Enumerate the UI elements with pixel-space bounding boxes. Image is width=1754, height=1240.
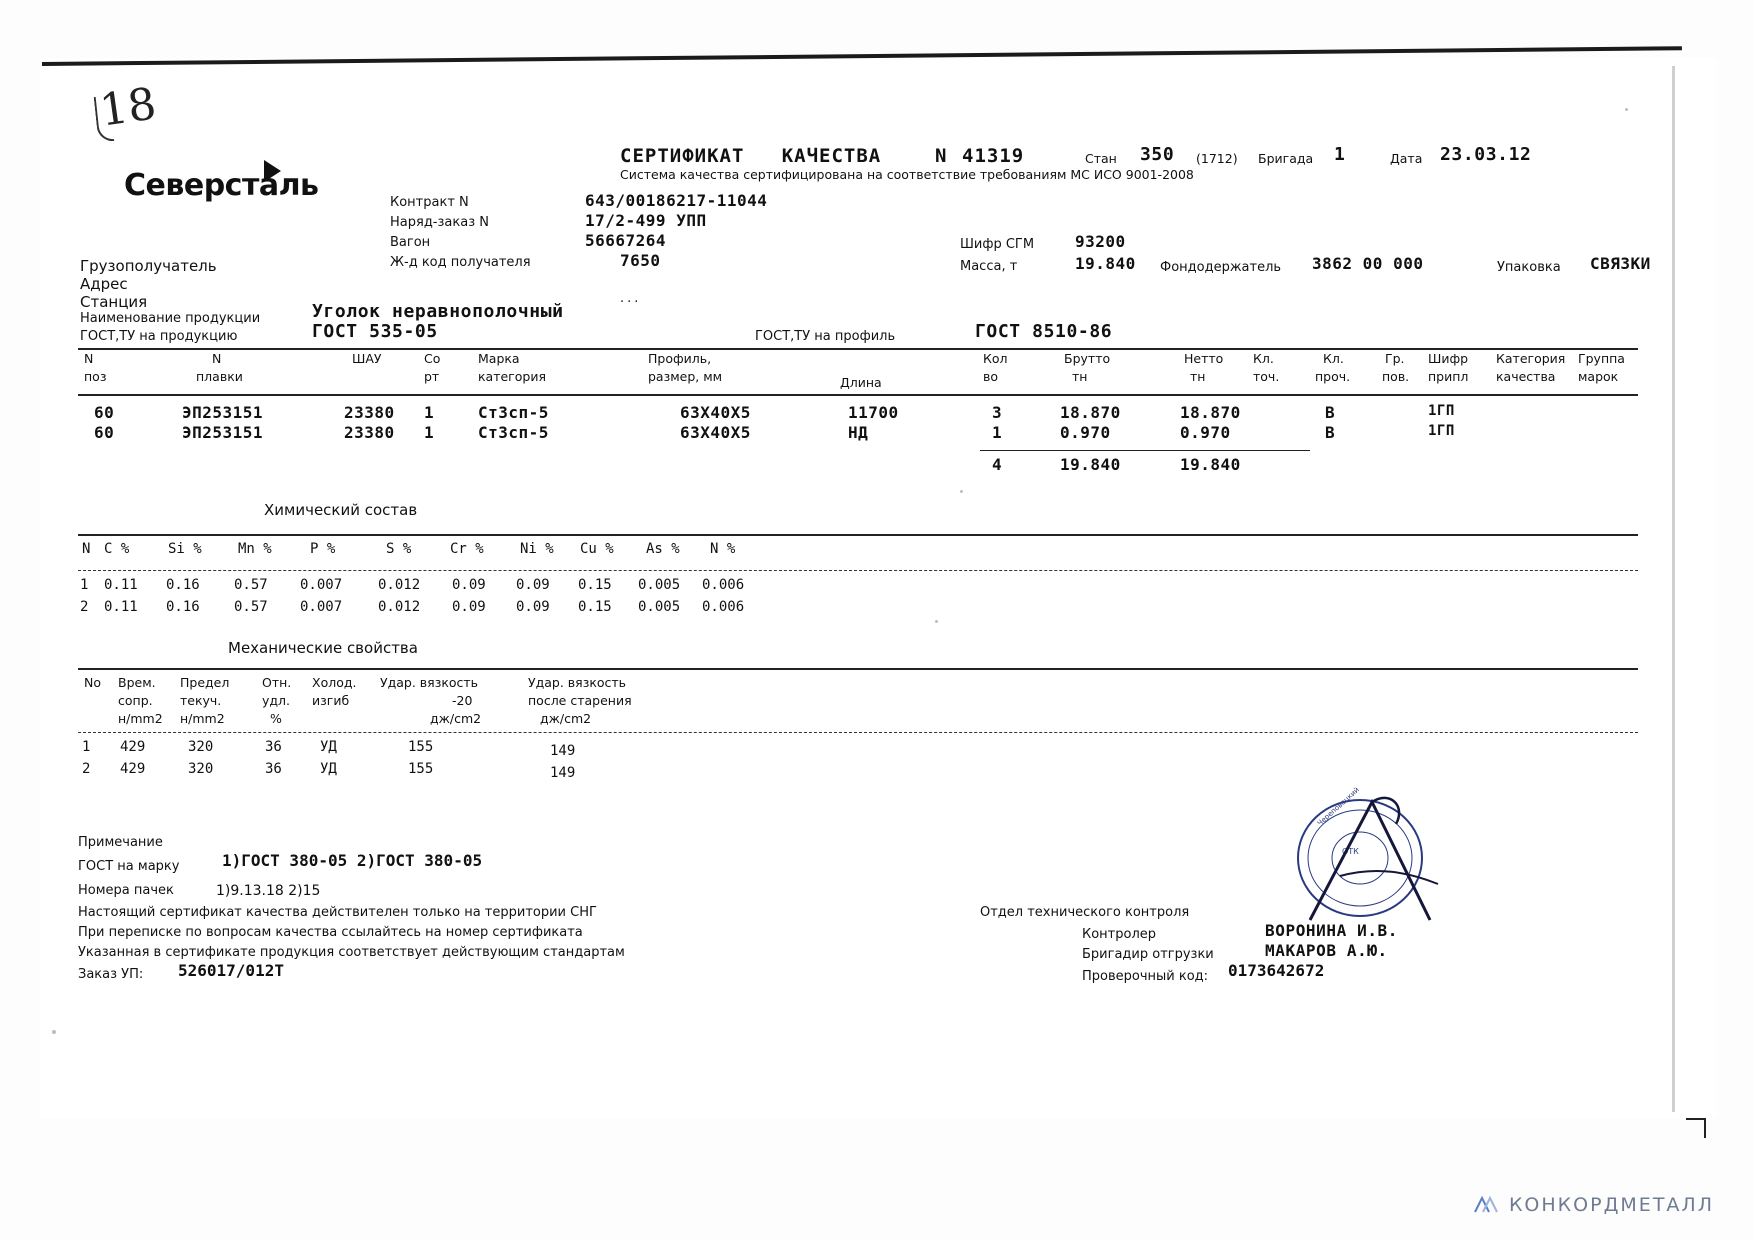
packs-value: 1)9.13.18 2)15 bbox=[216, 883, 321, 899]
svg-text:ОТК: ОТК bbox=[1342, 847, 1359, 856]
chem-cell-as: 0.005 bbox=[638, 577, 681, 593]
col-qty-line2: во bbox=[983, 369, 999, 384]
mass-value: 19.840 bbox=[1075, 254, 1136, 273]
col-surfgroup-line2: пов. bbox=[1382, 369, 1410, 384]
cell-shau: 23380 bbox=[344, 403, 395, 422]
mech-col-bend-l2: изгиб bbox=[312, 693, 350, 708]
mech-col-yield-l2: текуч. bbox=[180, 693, 222, 708]
col-length: Длина bbox=[840, 375, 882, 390]
col-qty-line1: Кол bbox=[983, 351, 1008, 366]
cell-sort: 1 bbox=[424, 423, 435, 442]
chem-cell-as: 0.005 bbox=[638, 599, 681, 615]
chem-cell-n: 2 bbox=[80, 599, 89, 615]
official-stamp bbox=[1280, 780, 1460, 910]
svg-text:Череповецкий: Череповецкий bbox=[1315, 785, 1361, 828]
mill-value: 350 bbox=[1140, 144, 1175, 165]
scan-speck bbox=[1625, 108, 1628, 111]
col-surfgroup-line1: Гр. bbox=[1385, 351, 1405, 366]
mech-col-elong-l2: удл. bbox=[262, 693, 291, 708]
cell-strength-class: В bbox=[1325, 423, 1336, 442]
chem-cell-si: 0.16 bbox=[166, 577, 200, 593]
cell-heat: ЭП253151 bbox=[182, 403, 264, 422]
col-cipher-line2: припл bbox=[1428, 369, 1469, 384]
mech-cell-impact-aged: 149 bbox=[550, 765, 576, 781]
col-strclass-line2: проч. bbox=[1315, 369, 1351, 384]
mech-cell-no: 1 bbox=[82, 739, 91, 755]
chem-col-si: Si % bbox=[168, 541, 202, 557]
quality-system-note: Система качества сертифицирована на соответствие требованиям МС ИСО 9001-2008 bbox=[620, 167, 1194, 182]
chem-cell-n: 1 bbox=[80, 577, 89, 593]
cell-poz: 60 bbox=[94, 403, 115, 422]
wagon-value: 56667264 bbox=[585, 231, 667, 250]
mech-col-elong-l3: % bbox=[270, 711, 282, 726]
mech-col-tensile-l1: Врем. bbox=[118, 675, 156, 690]
chem-cell-p: 0.007 bbox=[300, 577, 343, 593]
cell-gross: 0.970 bbox=[1060, 423, 1111, 442]
consignee-label: Грузополучатель bbox=[80, 257, 217, 275]
mass-label: Масса, т bbox=[960, 259, 1018, 274]
corner-registration-mark bbox=[1686, 1118, 1706, 1138]
col-poz-line2: поз bbox=[84, 369, 107, 384]
mechanical-title: Механические свойства bbox=[228, 639, 418, 657]
col-profile-line1: Профиль, bbox=[648, 351, 712, 366]
check-code-value: 0173642672 bbox=[1228, 961, 1325, 980]
main-table-header-rule bbox=[78, 394, 1638, 396]
contract-label: Контракт N bbox=[390, 195, 469, 210]
cell-poz: 60 bbox=[94, 423, 115, 442]
totals-rule bbox=[980, 450, 1310, 451]
handwritten-number: 18 bbox=[96, 78, 160, 137]
chem-cell-s: 0.012 bbox=[378, 599, 421, 615]
chem-cell-cu: 0.15 bbox=[578, 599, 612, 615]
chem-cell-cu: 0.15 bbox=[578, 577, 612, 593]
gost-mark-label: ГОСТ на марку bbox=[78, 859, 180, 874]
chem-cell-mn: 0.57 bbox=[234, 577, 268, 593]
total-qty: 4 bbox=[992, 455, 1003, 474]
railcode-label: Ж-д код получателя bbox=[390, 255, 531, 270]
date-label: Дата bbox=[1390, 151, 1423, 166]
mill-extra: (1712) bbox=[1196, 151, 1238, 166]
order-label: Наряд-заказ N bbox=[390, 215, 489, 230]
cell-gross: 18.870 bbox=[1060, 403, 1121, 422]
col-gross-line2: тн bbox=[1072, 369, 1088, 384]
cell-net: 0.970 bbox=[1180, 423, 1231, 442]
chem-cell-c: 0.11 bbox=[104, 599, 138, 615]
mech-cell-tensile: 429 bbox=[120, 761, 146, 777]
col-heat-line1: N bbox=[212, 351, 222, 366]
scan-speck bbox=[935, 620, 938, 623]
col-shau-line1: ШАУ bbox=[352, 351, 382, 366]
address-label: Адрес bbox=[80, 275, 128, 293]
brigade-label: Бригада bbox=[1258, 151, 1314, 166]
col-gradegroup-line1: Группа bbox=[1578, 351, 1625, 366]
controller-label: Контролер bbox=[1082, 927, 1157, 942]
chem-cell-p: 0.007 bbox=[300, 599, 343, 615]
col-heat-line2: плавки bbox=[196, 369, 243, 384]
cell-shau: 23380 bbox=[344, 423, 395, 442]
scan-speck bbox=[52, 1030, 56, 1034]
order-up-label: Заказ УП: bbox=[78, 967, 144, 982]
mech-cell-elongation: 36 bbox=[265, 761, 282, 777]
mech-top-rule bbox=[78, 668, 1638, 670]
gost-mark-value: 1)ГОСТ 380-05 2)ГОСТ 380-05 bbox=[222, 851, 483, 870]
cell-heat: ЭП253151 bbox=[182, 423, 264, 442]
mech-cell-bend: УД bbox=[320, 739, 337, 755]
mech-col-impact-l3: дж/cm2 bbox=[430, 711, 482, 726]
chem-cell-mn: 0.57 bbox=[234, 599, 268, 615]
mech-cell-elongation: 36 bbox=[265, 739, 282, 755]
chem-cell-ni: 0.09 bbox=[516, 577, 550, 593]
col-gradegroup-line2: марок bbox=[1578, 369, 1619, 384]
chem-top-rule bbox=[78, 534, 1638, 536]
col-profile-line2: размер, мм bbox=[648, 369, 723, 384]
chem-col-as: As % bbox=[646, 541, 680, 557]
chem-col-cu: Cu % bbox=[580, 541, 614, 557]
profile-gost-value: ГОСТ 8510-86 bbox=[975, 321, 1113, 342]
chem-cell-n2: 0.006 bbox=[702, 577, 745, 593]
mech-col-tensile-l3: н/mm2 bbox=[118, 711, 163, 726]
col-qualitycat-line1: Категория bbox=[1496, 351, 1566, 366]
order-up-value: 526017/012Т bbox=[178, 961, 284, 980]
product-name-label: Наименование продукции bbox=[80, 311, 261, 326]
packaging-label: Упаковка bbox=[1497, 260, 1561, 275]
chem-col-cr: Cr % bbox=[450, 541, 484, 557]
col-grade-line2: категория bbox=[478, 369, 546, 384]
chem-cell-ni: 0.09 bbox=[516, 599, 550, 615]
chem-cell-cr: 0.09 bbox=[452, 599, 486, 615]
fundholder-value: 3862 00 000 bbox=[1312, 254, 1424, 273]
chem-col-p: P % bbox=[310, 541, 336, 557]
cell-grade: Ст3сп-5 bbox=[478, 423, 549, 442]
sgm-label: Шифр СГМ bbox=[960, 237, 1035, 252]
certificate-number: 41319 bbox=[962, 145, 1025, 167]
page-title: СЕРТИФИКАТ КАЧЕСТВА bbox=[620, 145, 882, 167]
cell-sort: 1 bbox=[424, 403, 435, 422]
controller-name: ВОРОНИНА И.В. bbox=[1265, 921, 1399, 940]
mech-cell-yield: 320 bbox=[188, 761, 214, 777]
notes-line1: Настоящий сертификат качества действителен только на территории СНГ bbox=[78, 905, 597, 920]
mech-dashed-rule bbox=[78, 732, 1638, 733]
col-gross-line1: Брутто bbox=[1064, 351, 1111, 366]
konkordmetall-logo-icon bbox=[1473, 1192, 1499, 1218]
packaging-value: СВЯЗКИ bbox=[1590, 254, 1651, 273]
total-net: 19.840 bbox=[1180, 455, 1241, 474]
foreman-label: Бригадир отгрузки bbox=[1082, 947, 1214, 962]
col-strclass-line1: Кл. bbox=[1323, 351, 1344, 366]
main-table-top-rule bbox=[78, 348, 1638, 350]
certificate-number-label: N bbox=[935, 145, 948, 167]
product-name-value: Уголок неравнополочный bbox=[312, 301, 564, 322]
mech-col-yield-l1: Предел bbox=[180, 675, 230, 690]
cell-qty: 3 bbox=[992, 403, 1003, 422]
col-accclass-line1: Кл. bbox=[1253, 351, 1274, 366]
cell-grade: Ст3сп-5 bbox=[478, 403, 549, 422]
notes-line2: При переписке по вопросам качества ссылайтесь на номер сертификата bbox=[78, 925, 583, 940]
product-gost-label: ГОСТ,ТУ на продукцию bbox=[80, 329, 238, 344]
chem-col-n2: N % bbox=[710, 541, 736, 557]
severstal-logo-triangle-icon bbox=[264, 160, 281, 182]
mill-label: Стан bbox=[1085, 151, 1117, 166]
chem-cell-c: 0.11 bbox=[104, 577, 138, 593]
chem-dashed-rule bbox=[78, 570, 1638, 571]
mech-cell-bend: УД bbox=[320, 761, 337, 777]
cell-cipher: 1ГП bbox=[1428, 423, 1455, 439]
cell-profile: 63X40X5 bbox=[680, 403, 751, 422]
col-accclass-line2: точ. bbox=[1253, 369, 1280, 384]
chem-col-n: N bbox=[82, 541, 91, 557]
severstal-logo-text: Северсталь bbox=[124, 168, 319, 203]
col-grade-line1: Марка bbox=[478, 351, 520, 366]
mech-col-yield-l3: н/mm2 bbox=[180, 711, 225, 726]
contract-value: 643/00186217-11044 bbox=[585, 191, 768, 210]
scan-speck bbox=[960, 490, 963, 493]
notes-line3: Указанная в сертификате продукция соответствует действующим стандартам bbox=[78, 945, 625, 960]
mech-col-aged-l2: после старения bbox=[528, 693, 632, 708]
product-gost-value: ГОСТ 535-05 bbox=[312, 321, 438, 342]
sheet-right-edge bbox=[1672, 66, 1675, 1112]
chem-col-s: S % bbox=[386, 541, 412, 557]
col-qualitycat-line2: качества bbox=[1496, 369, 1556, 384]
chem-cell-s: 0.012 bbox=[378, 577, 421, 593]
mech-col-impact-l2: -20 bbox=[452, 693, 473, 708]
chem-col-c: C % bbox=[104, 541, 130, 557]
date-value: 23.03.12 bbox=[1440, 144, 1532, 165]
mech-col-impact-l1: Удар. вязкость bbox=[380, 675, 479, 690]
mech-col-no: No bbox=[84, 675, 101, 690]
col-net-line1: Нетто bbox=[1184, 351, 1224, 366]
col-net-line2: тн bbox=[1190, 369, 1206, 384]
packs-label: Номера пачек bbox=[78, 883, 174, 898]
station-label: Станция bbox=[80, 293, 148, 311]
consignee-dots: ... bbox=[620, 291, 642, 306]
cell-profile: 63X40X5 bbox=[680, 423, 751, 442]
check-code-label: Проверочный код: bbox=[1082, 969, 1209, 984]
cell-length: НД bbox=[848, 423, 869, 442]
mech-cell-impact-aged: 149 bbox=[550, 743, 576, 759]
cell-strength-class: В bbox=[1325, 403, 1336, 422]
cell-length: 11700 bbox=[848, 403, 899, 422]
chem-col-ni: Ni % bbox=[520, 541, 554, 557]
fundholder-label: Фондодержатель bbox=[1160, 260, 1282, 275]
mech-col-bend-l1: Холод. bbox=[312, 675, 357, 690]
mech-col-aged-l1: Удар. вязкость bbox=[528, 675, 627, 690]
col-sort-line2: рт bbox=[424, 369, 440, 384]
cell-cipher: 1ГП bbox=[1428, 403, 1455, 419]
profile-gost-label: ГОСТ,ТУ на профиль bbox=[755, 329, 896, 344]
mech-cell-no: 2 bbox=[82, 761, 91, 777]
order-value: 17/2-499 УПП bbox=[585, 211, 707, 230]
chem-cell-si: 0.16 bbox=[166, 599, 200, 615]
notes-title: Примечание bbox=[78, 835, 163, 850]
watermark bbox=[1473, 1192, 1714, 1218]
chem-col-mn: Mn % bbox=[238, 541, 272, 557]
mech-cell-yield: 320 bbox=[188, 739, 214, 755]
brigade-value: 1 bbox=[1334, 144, 1346, 165]
mech-col-aged-l3: дж/cm2 bbox=[540, 711, 592, 726]
foreman-name: МАКАРОВ А.Ю. bbox=[1265, 941, 1388, 960]
total-gross: 19.840 bbox=[1060, 455, 1121, 474]
cell-net: 18.870 bbox=[1180, 403, 1241, 422]
mech-cell-impact: 155 bbox=[408, 739, 434, 755]
mech-col-tensile-l2: сопр. bbox=[118, 693, 153, 708]
mech-cell-tensile: 429 bbox=[120, 739, 146, 755]
department-label: Отдел технического контроля bbox=[980, 905, 1190, 920]
chemical-title: Химический состав bbox=[264, 501, 418, 519]
chem-cell-cr: 0.09 bbox=[452, 577, 486, 593]
mech-cell-impact: 155 bbox=[408, 761, 434, 777]
col-sort-line1: Со bbox=[424, 351, 441, 366]
wagon-label: Вагон bbox=[390, 235, 431, 250]
sgm-value: 93200 bbox=[1075, 232, 1126, 251]
col-poz-line1: N bbox=[84, 351, 94, 366]
col-cipher-line1: Шифр bbox=[1428, 351, 1469, 366]
railcode-value: 7650 bbox=[620, 251, 661, 270]
cell-qty: 1 bbox=[992, 423, 1003, 442]
mech-col-elong-l1: Отн. bbox=[262, 675, 292, 690]
chem-cell-n2: 0.006 bbox=[702, 599, 745, 615]
watermark-text: КОНКОРДМЕТАЛЛ bbox=[1508, 1194, 1714, 1216]
